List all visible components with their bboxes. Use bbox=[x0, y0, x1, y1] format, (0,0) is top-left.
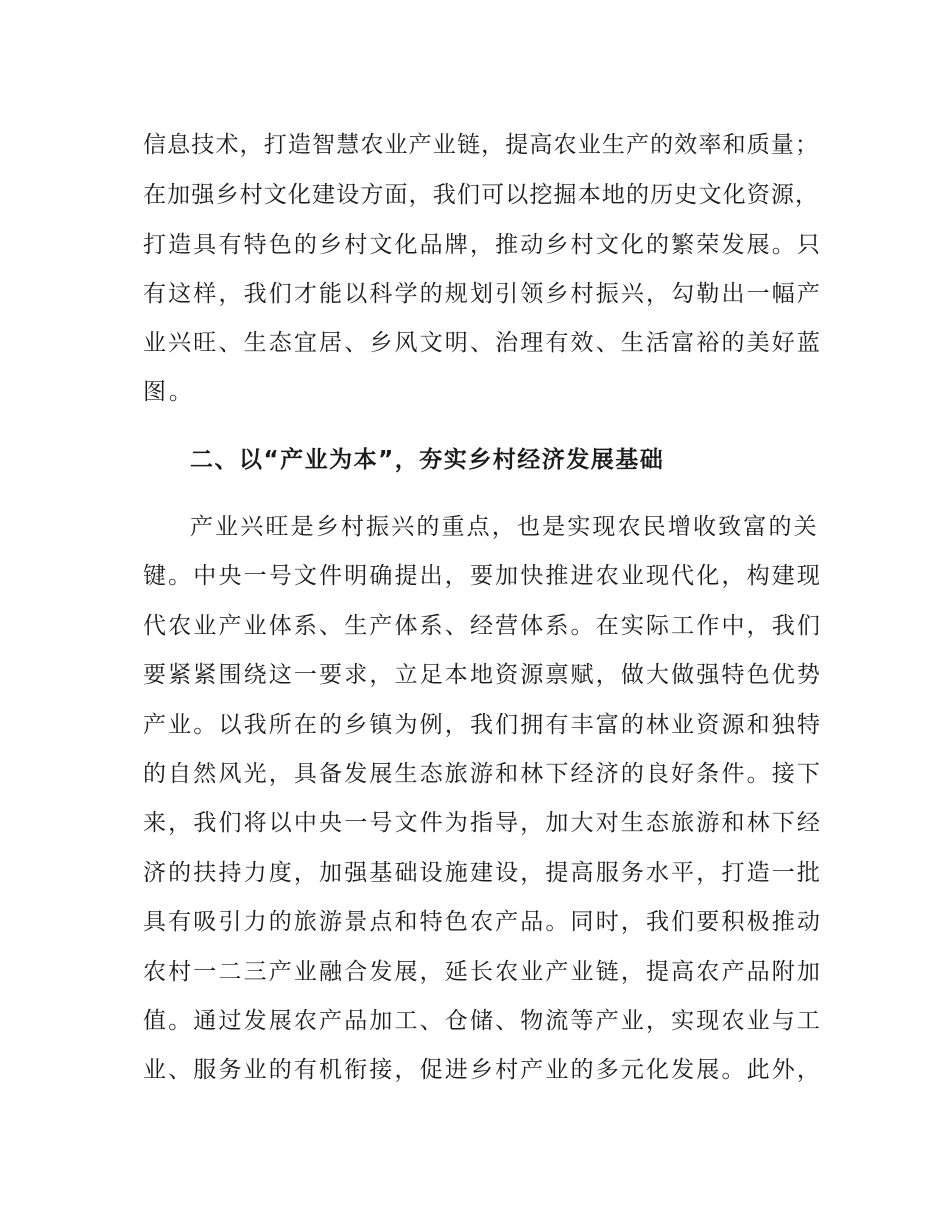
section-heading: 二、以“产业为本”，夯实乡村经济发展基础 bbox=[190, 447, 665, 473]
text-line: 在加强乡村文化建设方面，我们可以挖掘本地的历史文化资源， bbox=[143, 182, 820, 208]
text-line: 业兴旺、生态宜居、乡风文明、治理有效、生活富裕的美好蓝 bbox=[143, 330, 823, 356]
text-line: 打造具有特色的乡村文化品牌，推动乡村文化的繁荣发展。只 bbox=[143, 232, 823, 258]
text-line: 具有吸引力的旅游景点和特色农产品。同时，我们要积极推动 bbox=[143, 909, 823, 935]
text-line: 要紧紧围绕这一要求，立足本地资源禀赋，做大做强特色优势 bbox=[143, 662, 823, 688]
text-line: 产业。以我所在的乡镇为例，我们拥有丰富的林业资源和独特 bbox=[143, 712, 823, 738]
text-line: 图。 bbox=[143, 379, 195, 405]
text-line: 农村一二三产业融合发展，延长农业产业链，提高农产品附加 bbox=[143, 959, 823, 985]
text-line: 信息技术，打造智慧农业产业链，提高农业生产的效率和质量； bbox=[143, 132, 820, 158]
text-line: 值。通过发展农产品加工、仓储、物流等产业，实现农业与工 bbox=[143, 1008, 823, 1034]
text-line: 业、服务业的有机衔接，促进乡村产业的多元化发展。此外， bbox=[143, 1057, 823, 1083]
text-line: 代农业产业体系、生产体系、经营体系。在实际工作中，我们 bbox=[143, 613, 823, 639]
text-line: 济的扶持力度，加强基础设施建设，提高服务水平，打造一批 bbox=[143, 860, 823, 886]
text-line: 有这样，我们才能以科学的规划引领乡村振兴，勾勒出一幅产 bbox=[143, 281, 823, 307]
text-line: 产业兴旺是乡村振兴的重点，也是实现农民增收致富的关 bbox=[190, 514, 819, 540]
text-line: 的自然风光，具备发展生态旅游和林下经济的良好条件。接下 bbox=[143, 761, 823, 787]
text-line: 键。中央一号文件明确提出，要加快推进农业现代化，构建现 bbox=[143, 563, 823, 589]
text-line: 来，我们将以中央一号文件为指导，加大对生态旅游和林下经 bbox=[143, 810, 823, 836]
